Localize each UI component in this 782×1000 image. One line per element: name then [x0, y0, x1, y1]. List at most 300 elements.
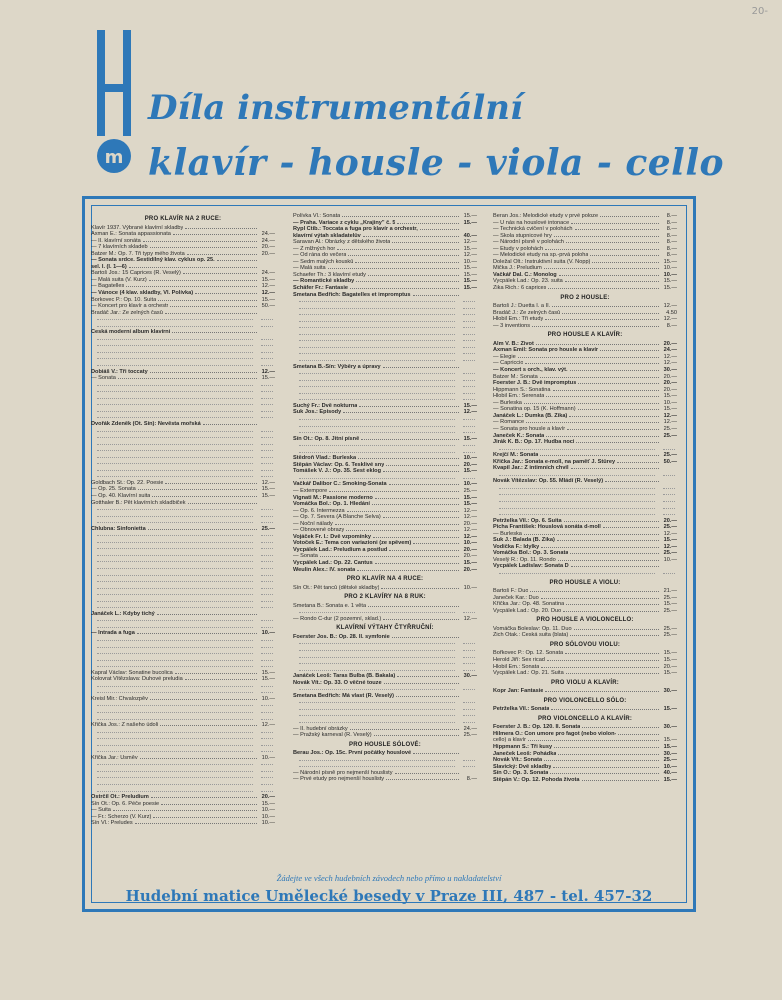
entry-title: — Intrada a fuga: [91, 630, 135, 637]
entry-title: Slavický: Dvě skladby: [493, 763, 552, 770]
catalogue-entry: [493, 670, 677, 677]
entry-leader-dots: [559, 275, 659, 276]
entry-title: Kopr Jan: Fantasie: [493, 688, 544, 695]
catalogue-entry: [493, 706, 677, 713]
entry-title: Janeček Kar.: Duo: [493, 594, 539, 601]
entry-leader-dots: [545, 249, 659, 250]
entry-leader-dots: [328, 268, 459, 269]
illegible-entry-line: [293, 719, 477, 726]
entry-leader-dots: [541, 547, 659, 548]
entry-leader-dots: [185, 228, 257, 229]
entry-price: 15.—: [463, 285, 477, 292]
entry-title: Šín O.: Op. 3. Sonata: [493, 770, 549, 777]
entry-title: Novák Vít.: Sonata: [493, 757, 543, 764]
entry-price: 10.—: [261, 695, 275, 702]
illegible-entry-line: [91, 473, 275, 480]
entry-title: Vycpálek Lad.: Op. 22. Cantus: [293, 559, 373, 566]
entry-title: Janeček K.: Sonata: [493, 432, 545, 439]
entry-price: 12.—: [463, 615, 477, 622]
entry-leader-dots: [359, 406, 459, 407]
entry-title: Smetana Bedřich: Bagatelles et impromptus: [293, 291, 411, 298]
entry-leader-dots: [541, 667, 659, 668]
entry-price: 10.—: [663, 271, 677, 278]
entry-title: Vycpálek Lad.: Op. 23. suita: [493, 278, 563, 285]
entry-title: Křička Jar.: Sonata e-moll, na paměť J. Štůrey: [493, 458, 616, 465]
entry-title: — Koncert pro klavír a orchestr: [91, 303, 169, 310]
entry-leader-dots: [150, 699, 257, 700]
catalogue-entry: [493, 323, 677, 330]
entry-leader-dots: [540, 377, 659, 378]
entry-price: 40.—: [663, 770, 677, 777]
entry-leader-dots: [540, 455, 659, 456]
entry-leader-dots: [161, 804, 257, 805]
entry-leader-dots: [172, 332, 257, 333]
entry-price: 10.—: [663, 556, 677, 563]
entry-title: — II. hudební obrázky: [293, 725, 348, 732]
section-heading: PRO VIOLONCELLO A KLAVÍR:: [537, 715, 633, 722]
section-heading: PRO KLAVÍR NA 4 RUCE:: [346, 576, 424, 583]
entry-title: Křička Jos.: Z našeho údolí: [91, 722, 159, 729]
entry-price: 20.—: [663, 373, 677, 380]
entry-leader-dots: [185, 679, 257, 680]
entry-leader-dots: [552, 306, 659, 307]
entry-leader-dots: [565, 281, 659, 282]
entry-leader-dots: [342, 216, 459, 217]
illegible-entry-line: [293, 609, 477, 616]
illegible-entry-line: [293, 475, 477, 482]
entry-title: Šín Ot.: Op. 6. Péče poesie: [91, 800, 160, 807]
entry-leader-dots: [183, 273, 257, 274]
entry-title: Vomáčka Boleslav: Op. 11. Duo: [493, 625, 572, 632]
entry-title: Chlubna: Sinfonietta: [91, 525, 146, 532]
entry-title: Zika Rich.: 6 caprices: [493, 285, 547, 292]
entry-leader-dots: [571, 566, 659, 567]
entry-leader-dots: [372, 504, 459, 505]
entry-price: 10.—: [463, 258, 477, 265]
entry-price: 10.—: [261, 807, 275, 814]
entry-price: 10.—: [261, 754, 275, 761]
entry-leader-dots: [343, 412, 459, 413]
entry-title: Dobiáš V.: Tři toccaty: [91, 368, 148, 375]
entry-price: 8.—: [666, 245, 677, 252]
entry-leader-dots: [553, 390, 659, 391]
entry-price: 15.—: [463, 245, 477, 252]
entry-price: 4.50: [666, 309, 677, 316]
entry-title: Foerster J. B.: Dvě impromptus: [493, 380, 577, 387]
entry-title: — Etudy v polohách: [493, 245, 544, 252]
entry-leader-dots: [574, 629, 659, 630]
entry-price: 15.—: [663, 657, 677, 663]
illegible-entry-line: [91, 663, 275, 670]
entry-title: Vačkář Dal. C.: Monolog: [493, 271, 557, 278]
entry-leader-dots: [383, 367, 459, 368]
entry-title: Vycpálek Lad.: Preludium a postlud: [293, 546, 388, 553]
section-heading: PRO HOUSLE A KLAVÍR:: [547, 332, 623, 339]
entry-price: 8.—: [666, 322, 677, 329]
entry-title: Klavír 1937. Výbrané klavírní skladby: [91, 224, 184, 231]
entry-title: — Sedm malých kousků: [293, 258, 354, 265]
entry-leader-dots: [149, 280, 257, 281]
entry-price: 8.—: [666, 252, 677, 259]
entry-price: 20.—: [261, 250, 275, 257]
entry-price: 15.—: [463, 402, 477, 409]
entry-leader-dots: [170, 306, 257, 307]
entry-leader-dots: [165, 313, 257, 314]
entry-title: Bartoš J.: Duetta I. a II.: [493, 303, 551, 310]
entry-price: 25.—: [663, 625, 677, 632]
entry-title: — 7 klavírních skladeb: [91, 244, 148, 251]
entry-price: 15.—: [463, 559, 477, 566]
catalogue-entry: [293, 567, 477, 574]
entry-title: Beran Jos.: Melodické etudy v prvé poloze: [493, 213, 599, 219]
entry-price: 30.—: [663, 367, 677, 374]
entry-leader-dots: [544, 268, 659, 269]
entry-leader-dots: [605, 481, 659, 482]
entry-title: Bradáč J.: Ze zelných časů: [493, 309, 561, 316]
entry-title: — Rondo C-dur (2 pozemní, sklad.): [293, 615, 382, 622]
entry-leader-dots: [188, 503, 257, 504]
entry-price: 21.—: [663, 588, 677, 595]
entry-title: — Op. 6. Intermezza: [293, 507, 345, 514]
entry-leader-dots: [563, 611, 659, 612]
entry-leader-dots: [420, 229, 459, 230]
illegible-entry-line: [493, 472, 677, 479]
entry-price: 30.—: [463, 673, 477, 680]
entry-title: Rypl Ctib.: Toccata a fuga pro klavír a orchestr,: [293, 226, 418, 233]
catalogue-column-2: [293, 213, 477, 783]
entry-title: Hlobil Em.: Serenata: [493, 393, 545, 400]
section-heading: KLAVÍRNÍ VÝTAHY ČTYŘRUČNÍ:: [336, 625, 434, 632]
entry-leader-dots: [118, 378, 257, 379]
entry-title: Foerster Jos. B.: Op. 28. II. symfonie: [293, 633, 390, 640]
entry-title: Suk Jos.: Episody: [293, 409, 342, 416]
entry-leader-dots: [553, 767, 659, 768]
entry-leader-dots: [569, 416, 659, 417]
entry-leader-dots: [582, 780, 659, 781]
entry-leader-dots: [368, 606, 459, 607]
entry-title: Petrželka Vil.: Op. 6. Suita: [493, 517, 562, 524]
entry-price: 30.—: [663, 724, 677, 731]
catalogue-entry: [293, 732, 477, 739]
entry-title: Kreisl Mir.: Chvalozpěv: [91, 695, 148, 702]
entry-price: 20.—: [463, 553, 477, 560]
entry-leader-dots: [554, 236, 659, 237]
catalogue-column-1: [91, 213, 275, 827]
entry-leader-dots: [530, 591, 659, 592]
entry-title: Novák Vít.: Op. 33. O věčné touze: [293, 679, 382, 686]
illegible-entry-line: [293, 763, 477, 770]
entry-price: 10.—: [261, 820, 275, 827]
entry-title: Kolovrat Vítězslava: Duhové preludia: [91, 676, 183, 683]
entry-leader-dots: [337, 249, 459, 250]
entry-leader-dots: [320, 556, 459, 557]
entry-title: Batzer M.: Op. 7. Tři typy mého života: [91, 250, 185, 257]
entry-title: Vojáček Fr. I.: Dvě vzpomínky: [293, 533, 371, 540]
section-heading: PRO 2 HOUSLE:: [560, 294, 610, 301]
entry-price: 12.—: [463, 533, 477, 540]
entry-price: 12.—: [261, 368, 275, 375]
entry-price: 25.—: [663, 757, 677, 764]
catalogue-entry: [493, 608, 677, 615]
entry-title: — II. klavírní sonáta: [91, 237, 141, 244]
entry-leader-dots: [547, 660, 659, 661]
entry-price: 20.—: [663, 386, 677, 393]
entry-leader-dots: [355, 262, 459, 263]
entry-price: 15.—: [261, 375, 275, 382]
entry-title: Borkovec P.: Op. 10. Suita: [91, 296, 157, 303]
entry-leader-dots: [363, 236, 459, 237]
entry-title: Šín Ot.: Op. 8. Jitní písně: [293, 435, 360, 442]
entry-leader-dots: [546, 436, 659, 437]
entry-title: Alm V. B.: Život: [493, 340, 534, 347]
entry-title: Bartoš F.: Duo: [493, 588, 529, 595]
entry-leader-dots: [541, 598, 659, 599]
entry-title: — Op. 40. Klavírní suita: [91, 492, 151, 499]
entry-title: — Národní písně v polohách: [493, 239, 564, 246]
order-note: Žádejte ve všech hudebních závodech nebo přímo u nakladatelství: [276, 873, 502, 883]
entry-leader-dots: [195, 293, 257, 294]
entry-leader-dots: [137, 633, 257, 634]
entry-leader-dots: [564, 521, 659, 522]
entry-price: 25.—: [663, 452, 677, 459]
illegible-entry-line: [91, 689, 275, 696]
entry-leader-dots: [575, 229, 660, 230]
heading-line-2: klavír - housle - viola - cello: [148, 142, 725, 184]
entry-leader-dots: [160, 725, 257, 726]
entry-price: 12.—: [663, 419, 677, 426]
entry-price: 25.—: [463, 732, 477, 739]
entry-leader-dots: [384, 683, 459, 684]
entry-leader-dots: [126, 286, 257, 287]
entry-price: 15.—: [261, 276, 275, 283]
entry-title: — Vánoce (4 klav. skladby, Vl. Polívka): [91, 290, 194, 297]
entry-price: 20.—: [463, 546, 477, 553]
entry-title: Vomáčka Bol.: Op. 3. Sonata: [493, 550, 569, 557]
entry-leader-dots: [567, 429, 659, 430]
entry-price: 15.—: [261, 669, 275, 676]
entry-leader-dots: [347, 511, 459, 512]
entry-price: 20.—: [463, 566, 477, 573]
entry-title: — Bagatelles: [91, 283, 125, 290]
entry-title: — Obnovené obrazy: [293, 527, 345, 534]
entry-title: Herold Jiří: Sex ricad: [493, 657, 545, 663]
entry-title: Krejčí M.: Sonata: [493, 452, 539, 459]
entry-title: Hlobil Em.: Sonata: [493, 663, 540, 670]
entry-leader-dots: [558, 754, 659, 755]
entry-leader-dots: [570, 635, 659, 636]
entry-leader-dots: [570, 370, 659, 371]
entry-leader-dots: [350, 288, 459, 289]
entry-leader-dots: [546, 396, 659, 397]
entry-title: Hippmann S.: Tři kusy: [493, 744, 553, 751]
entry-leader-dots: [392, 242, 459, 243]
svg-text:m: m: [104, 147, 124, 168]
entry-price: 25.—: [663, 594, 677, 601]
entry-leader-dots: [395, 773, 460, 774]
entry-price: 25.—: [663, 550, 677, 557]
entry-title: Vignati M.: Passione moderno: [293, 494, 373, 501]
entry-title: Tomášek V. J.: Op. 35. Šest eklog: [293, 468, 381, 475]
entry-leader-dots: [590, 255, 659, 256]
entry-leader-dots: [578, 383, 659, 384]
entry-leader-dots: [413, 295, 460, 296]
entry-price: 10.—: [463, 584, 477, 591]
illegible-entry-line: [91, 788, 275, 795]
entry-title: — Romantické skladby: [293, 278, 355, 285]
entry-title: Janáček Leoš: Taras Bulba (B. Bakala): [293, 673, 396, 680]
entry-leader-dots: [396, 696, 459, 697]
entry-leader-dots: [413, 543, 459, 544]
entry-leader-dots: [113, 810, 257, 811]
entry-price: 8.—: [466, 776, 477, 783]
entry-price: 25.—: [663, 607, 677, 614]
entry-title: Polívka Vl.: Sonata: [293, 213, 341, 219]
entry-leader-dots: [578, 409, 659, 410]
illegible-entry-line: [91, 414, 275, 421]
entry-price: 15.—: [261, 800, 275, 807]
entry-title: — Praha. Variace z cyklu „Krajiny" č. 5: [293, 219, 396, 226]
entry-title: — Sonata srdce. Šestidílný klav. cyklus op. 25.: [91, 257, 215, 264]
section-heading: PRO HOUSLE A VIOLONCELLO:: [536, 617, 634, 624]
entry-leader-dots: [413, 753, 459, 754]
entry-price: 25.—: [463, 487, 477, 494]
entry-leader-dots: [551, 709, 659, 710]
entry-leader-dots: [550, 773, 659, 774]
entry-leader-dots: [217, 260, 257, 261]
entry-leader-dots: [187, 254, 257, 255]
entry-title: — Koncert s orch., klav. výt.: [493, 367, 568, 374]
catalogue-entry: [493, 688, 677, 695]
entry-title: Suk J.: Balada (B. Zika): [493, 537, 555, 544]
entry-price: 15.—: [663, 406, 677, 413]
entry-price: 12.—: [463, 514, 477, 521]
entry-price: 12.—: [663, 530, 677, 537]
entry-title: Vycpálek Lad.: Op. 21. Suita: [493, 670, 564, 677]
entry-price: 24.—: [261, 237, 275, 244]
entry-title: — Op. 25. Sonata: [91, 486, 136, 493]
entry-leader-dots: [356, 281, 459, 282]
hm-logo-icon: [95, 28, 133, 178]
entry-title: Dvořák Zdeněk (Ot. Šín): Nevěsta mořská: [91, 420, 201, 427]
entry-price: 10.—: [463, 481, 477, 488]
entry-price: 24.—: [663, 347, 677, 354]
entry-title: — Z mlžných hor: [293, 245, 336, 252]
entry-price: 50.—: [261, 303, 275, 310]
entry-title: Bořkovec P.: Op. 12. Sonata: [493, 650, 564, 657]
section-heading: PRO HOUSLE SÓLOVÉ:: [349, 741, 421, 748]
entry-price: 15.—: [463, 271, 477, 278]
entry-title: — Pražský karneval (R. Veselý): [293, 732, 372, 739]
entry-price: 40.—: [463, 232, 477, 239]
entry-price: 12.—: [261, 479, 275, 486]
illegible-entry-line: [493, 570, 677, 577]
entry-price: 25.—: [261, 525, 275, 532]
entry-price: 15.—: [463, 494, 477, 501]
entry-leader-dots: [524, 534, 659, 535]
entry-title: Zich Otak.: Česká suita (blata): [493, 632, 569, 639]
entry-title: — Extempore: [293, 487, 328, 494]
entry-price: 25.—: [663, 432, 677, 439]
entry-title: — Burleska: [493, 399, 522, 406]
entry-price: 8.—: [666, 213, 677, 219]
entry-price: 15.—: [663, 776, 677, 783]
entry-title: — Noční nálady: [293, 520, 333, 527]
entry-price: 12.—: [463, 239, 477, 246]
entry-price: 12.—: [463, 409, 477, 416]
entry-price: 12.—: [463, 252, 477, 259]
entry-title: Foerster J. B.: Op. 120. II. Sonata: [493, 724, 581, 731]
entry-price: 15.—: [463, 468, 477, 475]
entry-leader-dots: [368, 275, 459, 276]
entry-leader-dots: [375, 563, 459, 564]
entry-price: 20.—: [463, 461, 477, 468]
entry-title: Doležal Olt.: Instruktivní suita (V. Nopp): [493, 258, 591, 265]
catalogue-entry: [293, 616, 477, 623]
entry-price: 8.—: [666, 239, 677, 246]
entry-title: Axman E.: Sonata appassionata: [91, 231, 171, 238]
illegible-entry-line: [493, 446, 677, 453]
entry-leader-dots: [397, 676, 459, 677]
entry-leader-dots: [373, 537, 459, 538]
entry-price: 20.—: [663, 340, 677, 347]
entry-price: 8.—: [666, 226, 677, 233]
entry-leader-dots: [592, 262, 659, 263]
entry-leader-dots: [386, 465, 459, 466]
entry-leader-dots: [570, 553, 659, 554]
entry-title: Berau Jos.: Op. 15c. První počátky houslové: [293, 750, 412, 757]
entry-title: Křička Jar.: Op. 48. Sonatina: [493, 601, 565, 608]
entry-title: — Romance: [493, 419, 525, 426]
entry-price: 10.—: [463, 540, 477, 547]
entry-leader-dots: [603, 527, 659, 528]
entry-leader-dots: [525, 363, 659, 364]
entry-price: 15.—: [663, 278, 677, 285]
entry-title: Šín Vl.: Preludes: [91, 820, 133, 827]
entry-leader-dots: [140, 758, 257, 759]
entry-leader-dots: [143, 241, 257, 242]
illegible-entry-line: [91, 748, 275, 755]
entry-leader-dots: [582, 727, 659, 728]
entry-price: 20.—: [663, 517, 677, 524]
section-heading: PRO SÓLOVOU VIOLU:: [549, 641, 621, 648]
entry-price: 15.—: [463, 501, 477, 508]
entry-price: 15.—: [463, 278, 477, 285]
entry-title: Veselý R.: Op. 11. Rondo: [493, 556, 556, 563]
entry-title: Novák Vítězslav: Op. 55. Mládí (R. Veselý): [493, 478, 604, 485]
entry-price: 15.—: [663, 393, 677, 400]
entry-leader-dots: [566, 604, 659, 605]
entry-price: 25.—: [663, 632, 677, 639]
entry-price: 10.—: [663, 399, 677, 406]
entry-price: 30.—: [663, 688, 677, 695]
entry-price: 12.—: [663, 303, 677, 310]
entry-price: 20.—: [261, 244, 275, 251]
entry-leader-dots: [386, 779, 459, 780]
entry-leader-dots: [150, 247, 257, 248]
entry-leader-dots: [381, 588, 459, 589]
entry-title: Česká moderní album klavírní: [91, 329, 171, 336]
entry-leader-dots: [571, 468, 659, 469]
illegible-entry-line: [293, 686, 477, 693]
entry-price: 20.—: [463, 520, 477, 527]
entry-price: 10.—: [261, 630, 275, 637]
entry-leader-dots: [152, 496, 257, 497]
entry-price: 12.—: [663, 543, 677, 550]
entry-price: 15.—: [663, 744, 677, 751]
catalogue-entry: [493, 632, 677, 639]
illegible-entry-line: [293, 396, 477, 403]
entry-title: Schaefer Th.: 3 klavírní etudy: [293, 271, 366, 278]
